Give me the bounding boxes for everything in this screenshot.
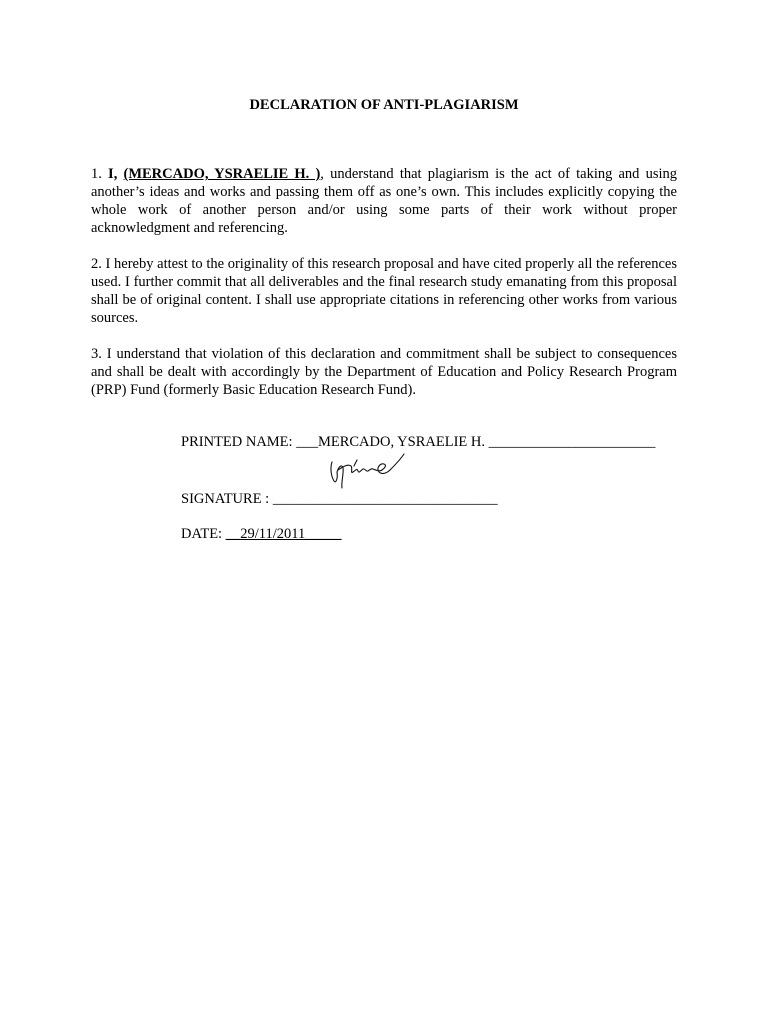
date-line — [181, 525, 341, 543]
paragraph-1-lead: I, — [108, 166, 118, 182]
printed-name-value: ___MERCADO, YSRAELIE H. _______________________ — [296, 434, 656, 450]
date-value: __29/11/2011_____ — [225, 526, 342, 542]
paragraph-1-number: 1. — [91, 166, 102, 182]
date-label: DATE: — [181, 526, 223, 542]
handwritten-signature — [324, 448, 408, 490]
printed-name-label: PRINTED NAME: — [181, 434, 293, 450]
signature-blank: _______________________________ — [272, 491, 498, 507]
signature-label: SIGNATURE : — [181, 491, 270, 507]
paragraph-1-text: , understand that plagiarism is the act of taking and using another’s ideas and works and passing them off as one’s own. This includes explicitly copying the whole work of another person and/or using some parts of their work without proper acknowledgment and referencing. — [91, 166, 678, 236]
document-title: DECLARATION OF ANTI-PLAGIARISM — [249, 97, 519, 113]
declarant-name: (MERCADO, YSRAELIE H. ) — [123, 166, 321, 182]
paragraph-1 — [91, 165, 677, 237]
paragraph-3: 3. I understand that violation of this declaration and commitment shall be subject to consequences and shall be dealt with accordingly by the Department of Education and Policy Research Program (PRP) Fund (formerly Basic Education Research Fund). — [91, 346, 677, 398]
signature-line — [181, 490, 498, 508]
paragraph-2: 2. I hereby attest to the originality of this research proposal and have cited properly all the references used. I further commit that all deliverables and the final research study emanating from this proposal shall be of original content. I shall use appropriate citations in referencing other works from various sources. — [91, 256, 677, 326]
printed-name-line — [181, 433, 655, 451]
